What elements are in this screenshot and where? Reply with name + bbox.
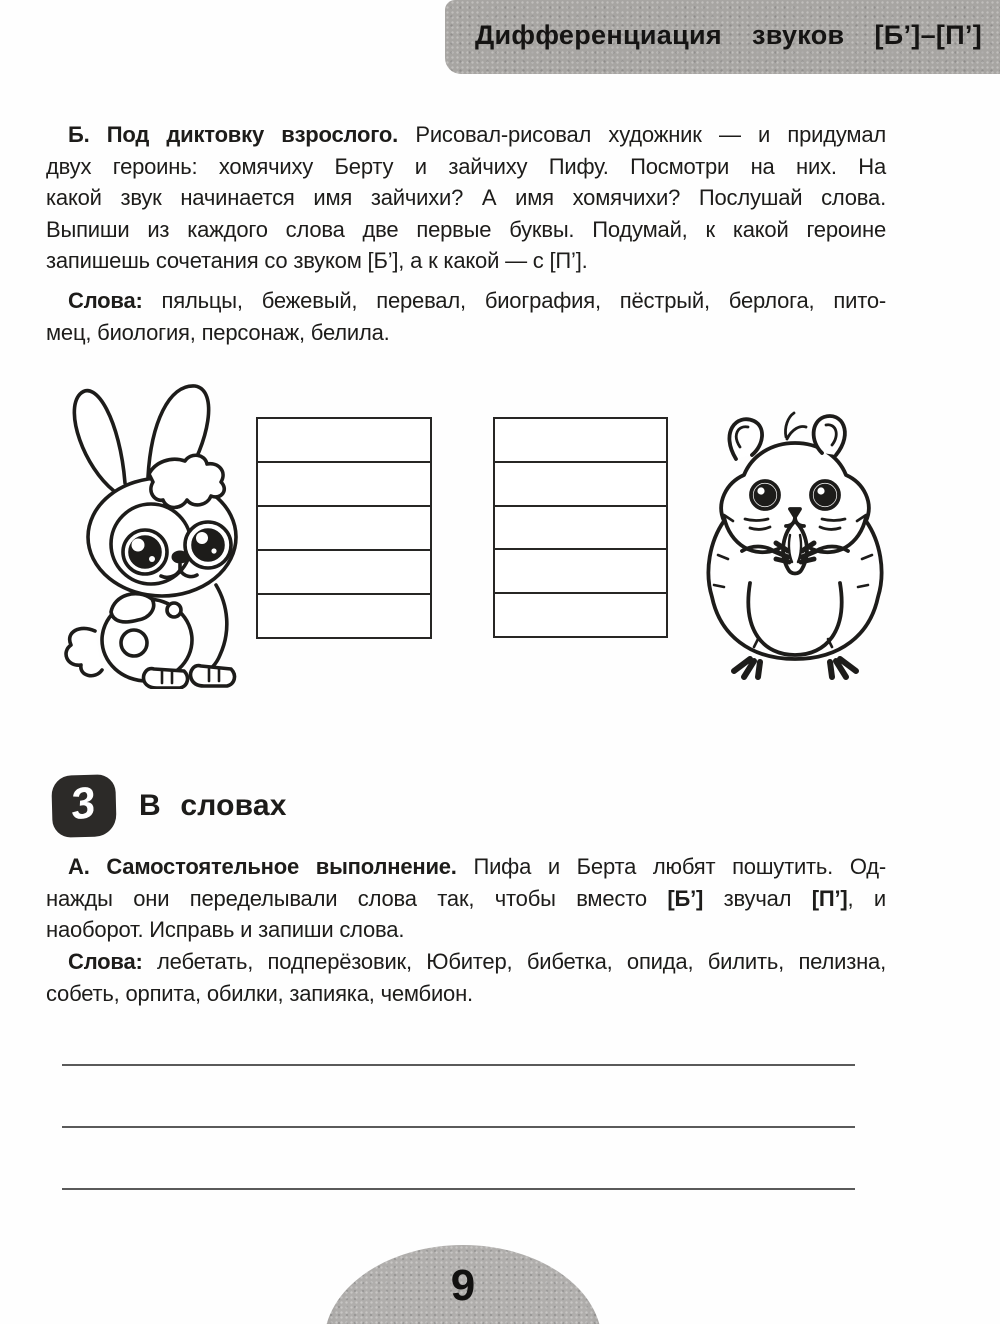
task-a-line: А. Самостоятельное выполнение. Пифа и Берта любят пошутить. Од- <box>68 854 887 879</box>
task-b-paragraph <box>46 119 886 277</box>
hamster-illustration <box>680 395 910 695</box>
writing-line <box>62 1126 855 1128</box>
task-b-words-list <box>46 285 886 348</box>
task-a-line: наоборот. Исправь и запиши слова. <box>46 917 405 942</box>
writing-lines <box>62 1064 855 1190</box>
answer-table-right <box>493 417 668 638</box>
bunny-tail <box>66 628 102 675</box>
writing-line <box>62 1064 855 1066</box>
bunny-left-ear <box>74 391 125 491</box>
task-b-line: двух героинь: хомячиху Берту и зайчиху Пифу. Посмотри на них. На <box>46 153 886 179</box>
bunny-foot <box>144 669 188 688</box>
writing-line <box>62 1188 855 1190</box>
words-line: собеть, орпита, обилки, запияка, чембион. <box>46 980 473 1006</box>
answer-table-row <box>258 551 430 595</box>
page-header-banner <box>445 0 1000 74</box>
page-number: 9 <box>450 1261 476 1310</box>
section-title: В словах <box>139 789 287 822</box>
words-line: мец, биология, персонаж, белила. <box>46 319 390 345</box>
page-number-oval <box>324 1245 602 1324</box>
answer-table-left <box>256 417 432 639</box>
bunny-foot <box>191 666 235 686</box>
answer-table-row <box>258 463 430 507</box>
answer-table-row <box>258 507 430 551</box>
task-a-words-list <box>46 946 886 1009</box>
bunny-hip-patch <box>111 594 154 622</box>
answer-table-row <box>495 463 666 507</box>
hamster-left-ear <box>729 419 762 459</box>
answer-table-row <box>495 550 666 594</box>
bunny-spot <box>167 603 181 617</box>
task-b-line: какой звук начинается имя зайчихи? А имя хомячихи? Послушай слова. <box>46 185 886 210</box>
task-b-line: запишешь сочетания со звуком [Б’], а к какой — с [П’]. <box>46 248 588 273</box>
hamster-hair-sprigs <box>785 413 806 439</box>
bunny-nose <box>172 551 189 564</box>
task-a-paragraph <box>46 851 886 946</box>
page-header-title: Дифференциация звуков [Б’]–[П’] <box>475 19 982 50</box>
bunny-spot <box>121 630 147 656</box>
answer-table-row <box>495 419 666 463</box>
answer-table-row <box>495 594 666 636</box>
answer-table-row <box>495 507 666 551</box>
task-b-line: Б. Под диктовку взрослого. Рисовал-рисовал художник — и придумал <box>68 122 886 147</box>
words-line: Слова: пяльцы, бежевый, перевал, биография, пёстрый, берлога, пито- <box>68 288 886 313</box>
answer-table-row <box>258 595 430 637</box>
bunny-illustration <box>50 379 260 689</box>
section-number: 3 <box>66 777 99 830</box>
words-line: Слова: лебетать, подперёзовик, Юбитер, бибетка, опида, билить, пелизна, <box>68 949 886 974</box>
section-number-badge <box>51 774 117 838</box>
hamster-feet <box>734 659 856 677</box>
task-a-line: нажды они переделывали слова так, чтобы вместо [Б’] звучал [П’], и <box>46 885 887 911</box>
hamster-right-ear <box>814 416 845 455</box>
answer-table-row <box>258 419 430 463</box>
task-b-line: Выпиши из каждого слова две первые буквы. Подумай, к какой героине <box>46 216 886 242</box>
